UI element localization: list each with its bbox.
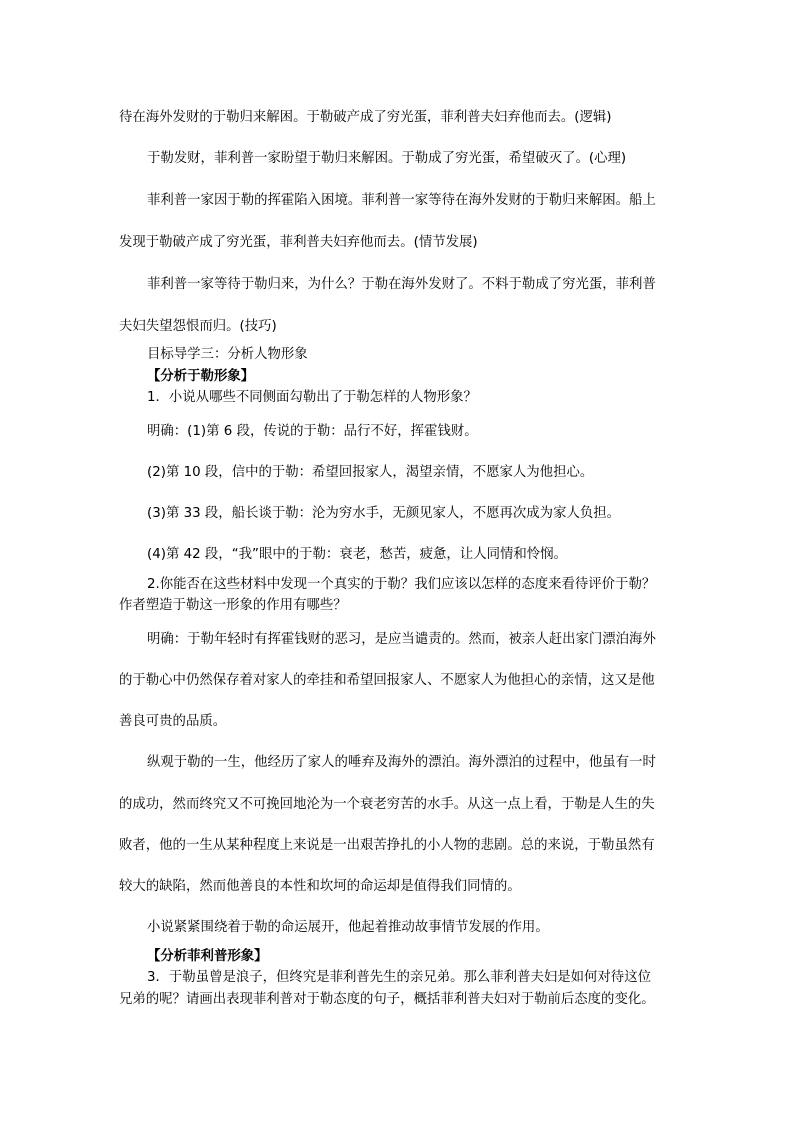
question-line: 兄弟的呢？请画出表现菲利普对于勒态度的句子，概括菲利普夫妇对于勒前后态度的变化。	[119, 992, 655, 1007]
paragraph-line: 于勒发财，菲利普一家盼望于勒归来解困。于勒成了穷光蛋，希望破灭了。(心理)	[147, 151, 627, 166]
section-title: 目标导学三：分析人物形象	[147, 347, 308, 362]
answer-line: 小说紧紧围绕着于勒的命运展开，他起着推动故事情节发展的作用。	[147, 920, 549, 935]
answer-line: (4)第 42 段，“我”眼中的于勒：衰老，愁苦，疲惫，让人同情和怜悯。	[147, 547, 567, 562]
answer-line: 明确：于勒年轻时有挥霍钱财的恶习，是应当谴责的。然而，被亲人赶出家门漂泊海外	[147, 632, 656, 647]
answer-line: (3)第 33 段，船长谈于勒：沦为穷水手，无颜见家人，不愿再次成为家人负担。	[147, 506, 621, 521]
answer-line: 纵观于勒的一生，他经历了家人的唾弃及海外的漂泊。海外漂泊的过程中，他虽有一时	[147, 755, 656, 770]
paragraph-line: 待在海外发财的于勒归来解困。于勒破产成了穷光蛋，菲利普夫妇弃他而去。(逻辑)	[119, 110, 612, 125]
paragraph-line: 菲利普一家等待于勒归来，为什么？于勒在海外发财了。不料于勒成了穷光蛋，菲利普	[147, 277, 656, 292]
answer-line: 败者，他的一生从某种程度上来说是一出艰苦挣扎的小人物的悲剧。总的来说，于勒虽然有	[119, 838, 655, 853]
paragraph-line: 菲利普一家因于勒的挥霍陷入困境。菲利普一家等待在海外发财的于勒归来解困。船上	[147, 193, 656, 208]
answer-line: 明确：(1)第 6 段，传说的于勒：品行不好，挥霍钱财。	[147, 424, 478, 439]
answer-line: 的于勒心中仍然保存着对家人的牵挂和希望回报家人、不愿家人为他担心的亲情，这又是他	[119, 673, 655, 688]
paragraph-line: 夫妇失望怨恨而归。(技巧)	[119, 319, 277, 334]
question-line: 3．于勒虽曾是浪子，但终究是菲利普先生的亲兄弟。那么菲利普夫妇是如何对待这位	[147, 970, 651, 985]
paragraph-line: 发现于勒破产成了穷光蛋，菲利普夫妇弃他而去。(情节发展)	[119, 235, 478, 250]
question-line: 2.你能否在这些材料中发现一个真实的于勒？我们应该以怎样的态度来看待评价于勒？	[147, 577, 656, 592]
answer-line: (2)第 10 段，信中的于勒：希望回报家人，渴望亲情，不愿家人为他担心。	[147, 465, 594, 480]
subheading: 【分析菲利普形象】	[147, 949, 268, 964]
answer-line: 善良可贵的品质。	[119, 714, 227, 729]
question-line: 作者塑造于勒这一形象的作用有哪些？	[119, 598, 347, 613]
question-line: 1．小说从哪些不同侧面勾勒出了于勒怎样的人物形象？	[147, 390, 477, 405]
answer-line: 较大的缺陷，然而他善良的本性和坎坷的命运却是值得我们同情的。	[119, 879, 521, 894]
subheading: 【分析于勒形象】	[147, 369, 255, 384]
answer-line: 的成功，然而终究又不可挽回地沦为一个衰老穷苦的水手。从这一点上看，于勒是人生的失	[119, 797, 655, 812]
